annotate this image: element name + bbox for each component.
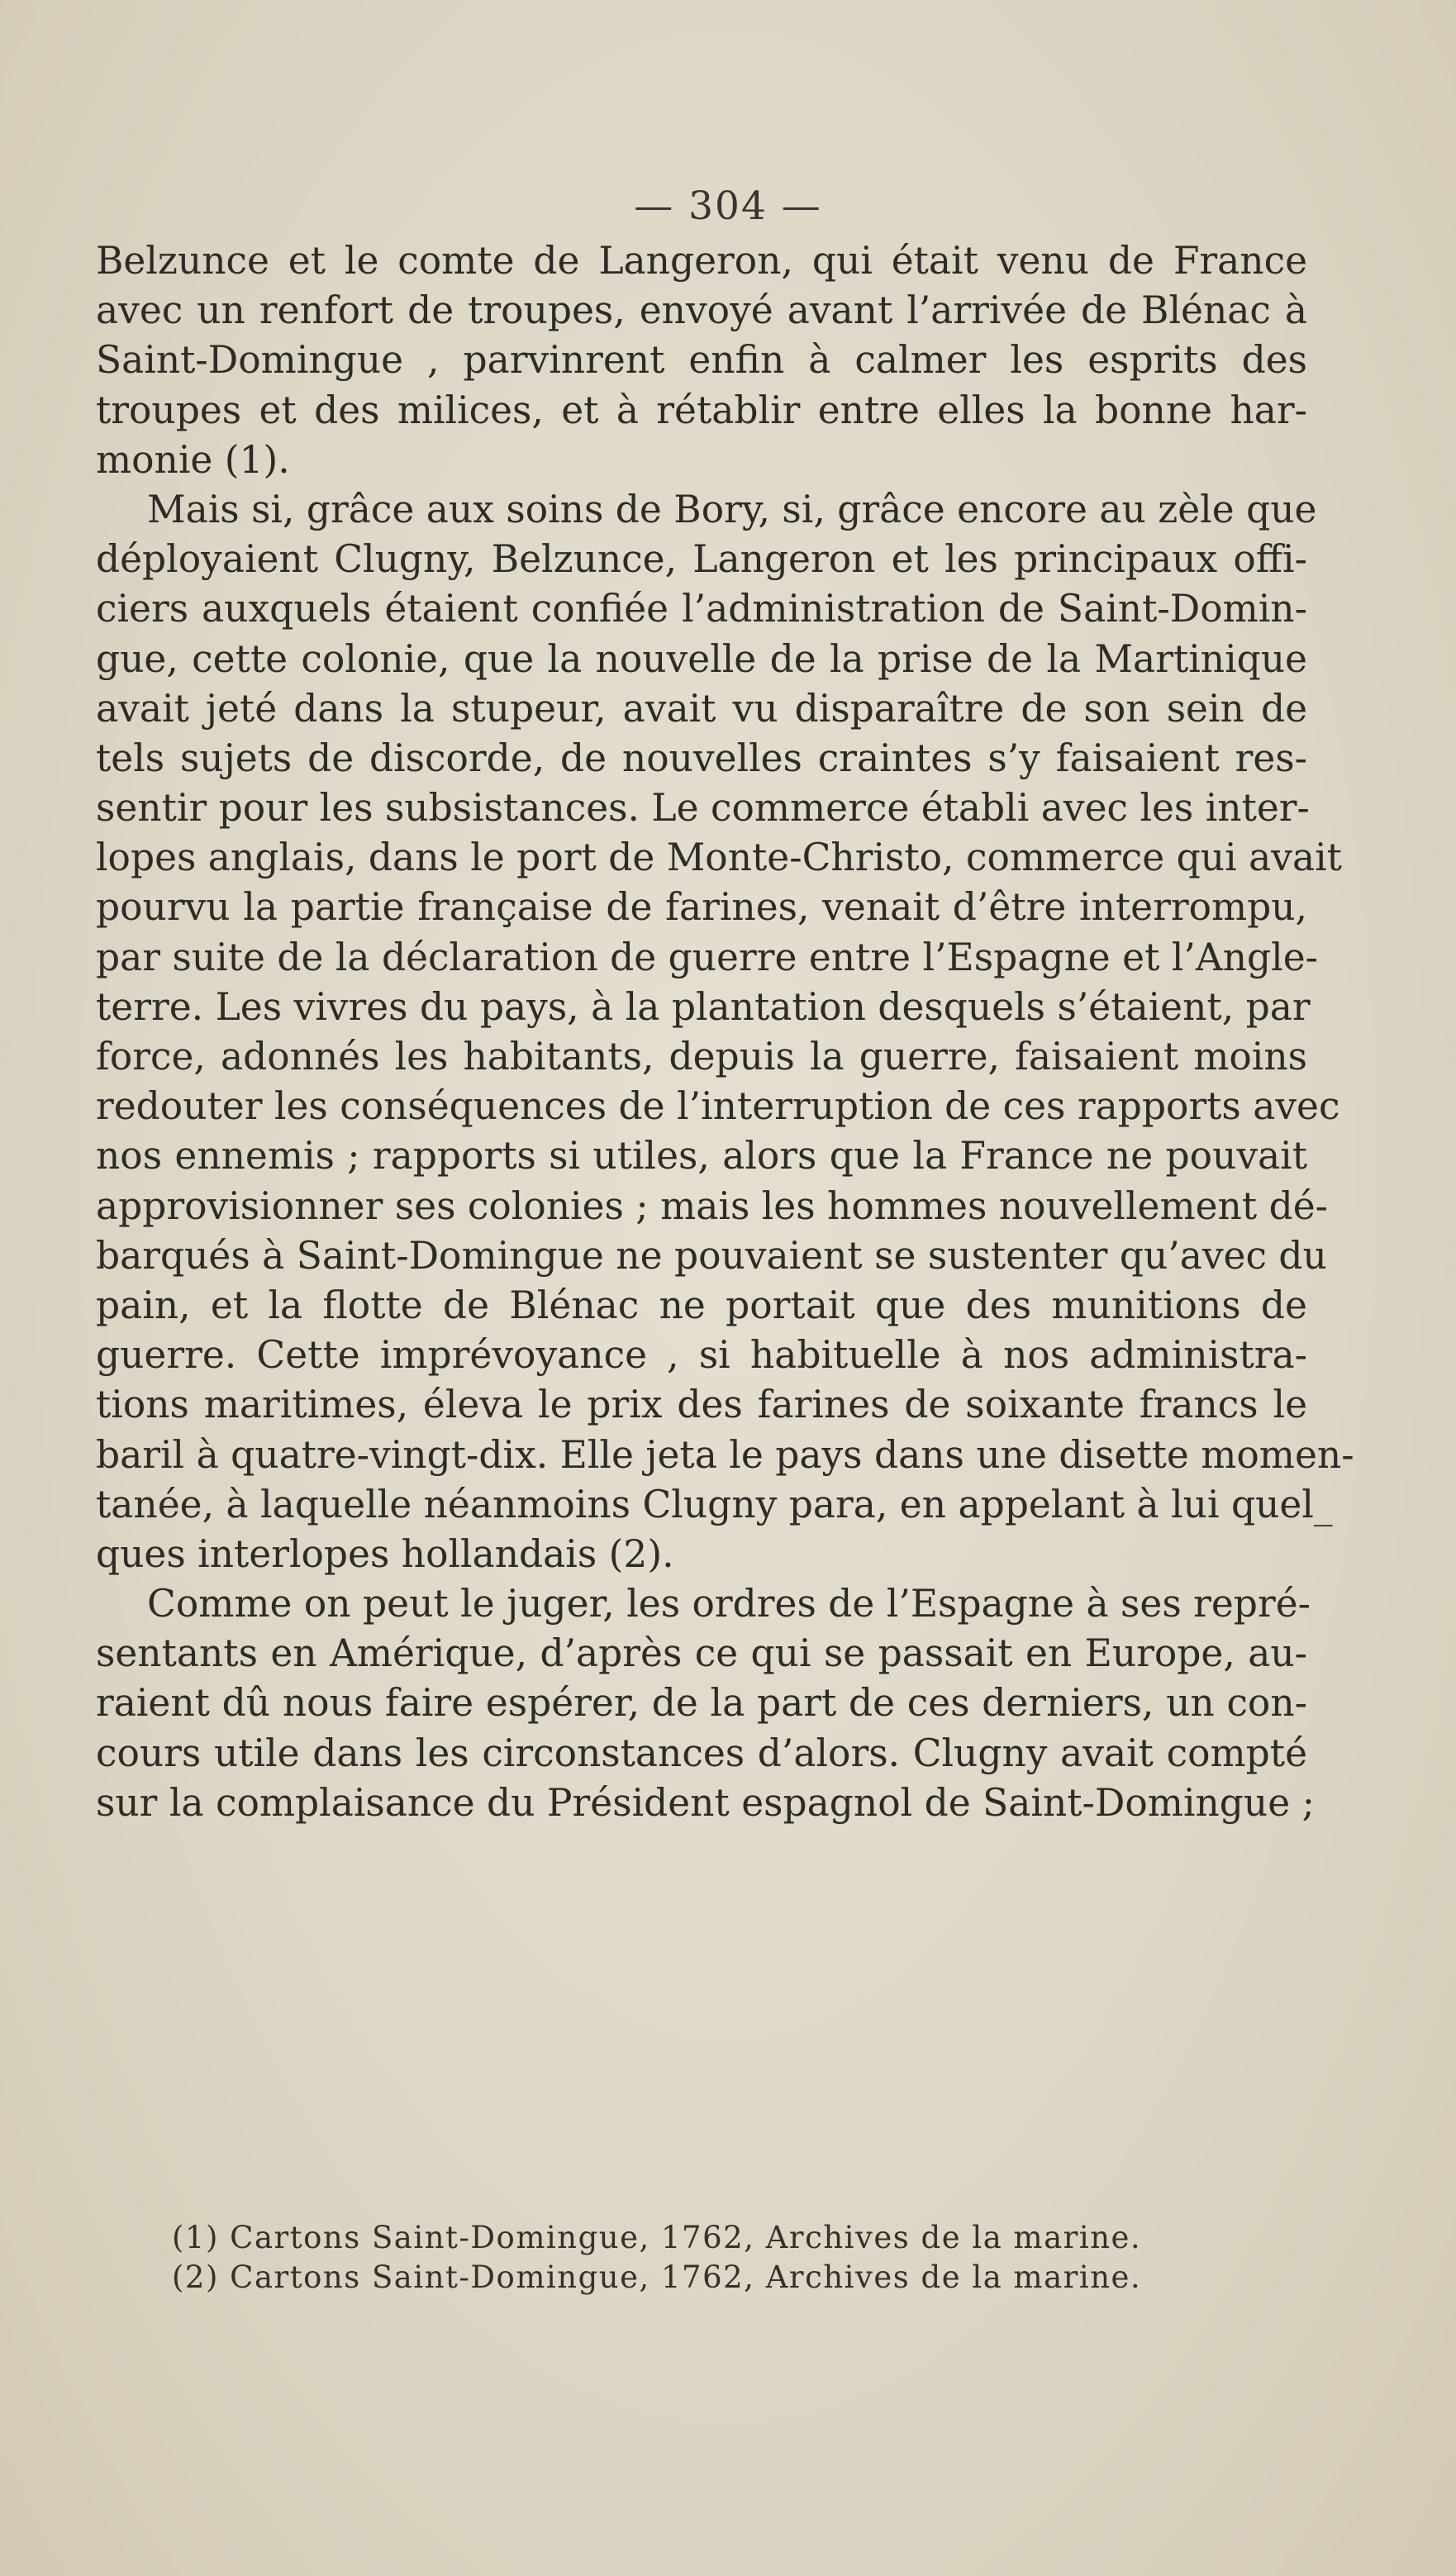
text-line: pourvu la partie française de farines, venait d’être interrompu, xyxy=(96,885,1307,930)
text-line: Saint-Domingue , parvinrent enfin à calmer les esprits des xyxy=(96,338,1307,383)
text-line: terre. Les vivres du pays, à la plantation desquels s’étaient, par xyxy=(96,984,1311,1029)
body-text xyxy=(96,236,1354,1828)
text-line: raient dû nous faire espérer, de la part de ces derniers, un con- xyxy=(96,1681,1307,1726)
text-line: Comme on peut le juger, les ordres de l’Espagne à ses repré- xyxy=(147,1582,1311,1626)
text-line: force, adonnés les habitants, depuis la guerre, faisaient moins xyxy=(96,1035,1307,1078)
text-line: pain, et la flotte de Blénac ne portait que des munitions de xyxy=(96,1283,1307,1327)
text-line: sentants en Amérique, d’après ce qui se passait en Europe, au- xyxy=(96,1631,1307,1676)
text-line: redouter les conséquences de l’interruption de ces rapports avec xyxy=(96,1084,1340,1129)
text-line: Belzunce et le comte de Langeron, qui était venu de France xyxy=(96,239,1307,283)
text-line: monie (1). xyxy=(96,437,290,482)
text-line: baril à quatre-vingt-dix. Elle jeta le pays dans une disette momen- xyxy=(96,1432,1354,1477)
text-line: guerre. Cette imprévoyance , si habituelle à nos administra- xyxy=(96,1333,1307,1378)
text-line: ciers auxquels étaient confiée l’administration de Saint-Domin- xyxy=(96,587,1307,631)
text-line: cours utile dans les circonstances d’alors. Clugny avait compté xyxy=(96,1731,1307,1775)
text-line: tions maritimes, éleva le prix des farines de soixante francs le xyxy=(96,1383,1307,1427)
footnotes xyxy=(172,2218,1246,2297)
text-line: sur la complaisance du Président espagnol de Saint-Domingue ; xyxy=(96,1780,1315,1825)
text-line: tanée, à laquelle néanmoins Clugny para, en appelant à lui quel_ xyxy=(96,1482,1333,1526)
text-line: nos ennemis ; rapports si utiles, alors que la France ne pouvait xyxy=(96,1134,1307,1178)
text-line: par suite de la déclaration de guerre entre l’Espagne et l’Angle- xyxy=(96,935,1318,979)
footnote: (1) Cartons Saint-Domingue, 1762, Archives de la marine. xyxy=(172,2220,1142,2255)
text-line: tels sujets de discorde, de nouvelles craintes s’y faisaient res- xyxy=(96,736,1307,780)
text-line: ques interlopes hollandais (2). xyxy=(96,1531,674,1576)
text-line: lopes anglais, dans le port de Monte-Christo, commerce qui avait xyxy=(96,836,1342,880)
footnote: (2) Cartons Saint-Domingue, 1762, Archives de la marine. xyxy=(172,2259,1142,2295)
text-line: déployaient Clugny, Belzunce, Langeron et les principaux offi- xyxy=(96,537,1307,582)
text-line: gue, cette colonie, que la nouvelle de la prise de la Martinique xyxy=(96,636,1307,681)
text-line: avec un renfort de troupes, envoyé avant l’arrivée de Blénac à xyxy=(96,288,1307,333)
text-line: avait jeté dans la stupeur, avait vu disparaître de son sein de xyxy=(96,686,1307,731)
page-number: — 304 — xyxy=(634,183,822,229)
text-line: approvisionner ses colonies ; mais les hommes nouvellement dé- xyxy=(96,1183,1328,1228)
text-line: sentir pour les subsistances. Le commerce établi avec les inter- xyxy=(96,786,1310,831)
text-line: troupes et des milices, et à rétablir entre elles la bonne har- xyxy=(96,388,1307,432)
text-line: Mais si, grâce aux soins de Bory, si, grâce encore au zèle que xyxy=(147,487,1317,531)
text-line: barqués à Saint-Domingue ne pouvaient se sustenter qu’avec du xyxy=(96,1233,1327,1278)
